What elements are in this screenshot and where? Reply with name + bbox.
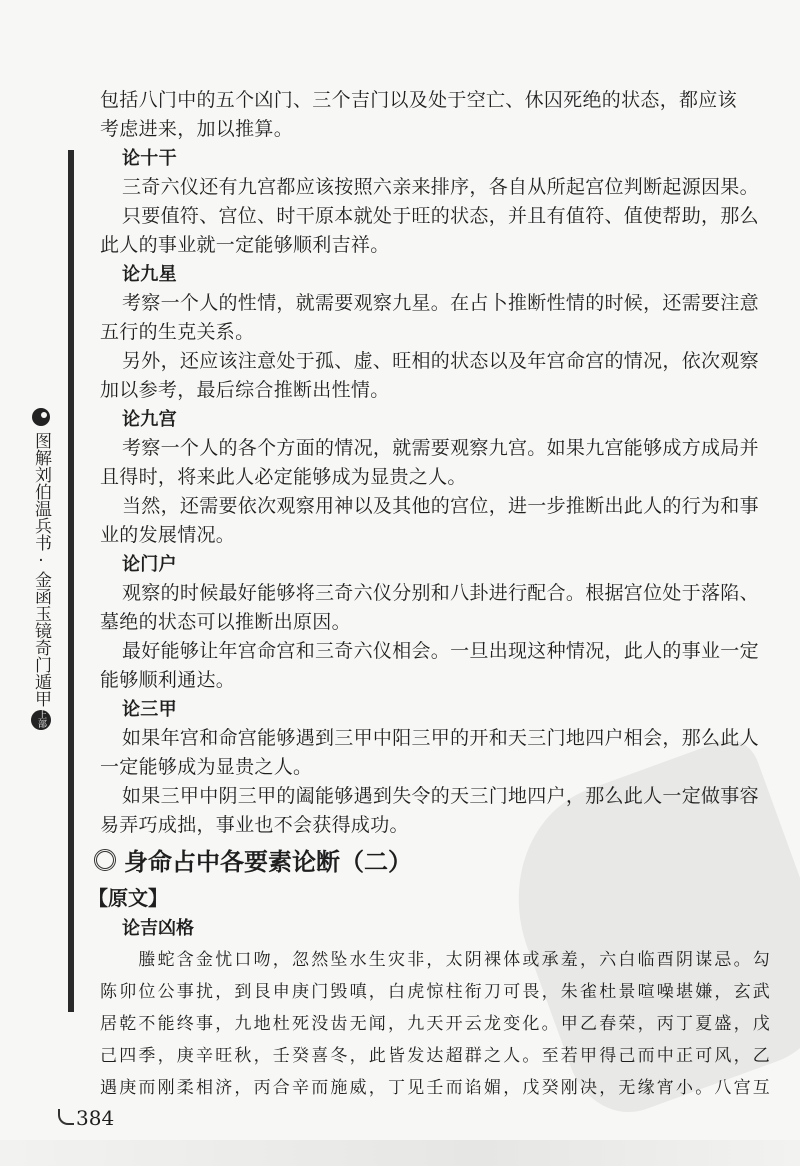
- running-title: [28, 408, 54, 730]
- paragraph-line: 且得时，将来此人必定能够成为显贵之人。: [100, 466, 467, 488]
- paragraph-line: 如果三甲中阴三甲的阖能够遇到失令的天三门地四户，那么此人一定做事容: [122, 785, 759, 807]
- subheading: 论三甲: [122, 699, 177, 720]
- subheading: 论门户: [122, 554, 177, 575]
- paragraph-line: 当然，还需要依次观察用神以及其他的宫位，进一步推断出此人的行为和事: [122, 495, 759, 517]
- paragraph-line: 一定能够成为显贵之人。: [100, 756, 313, 778]
- page-number: 384: [58, 1106, 114, 1130]
- paragraph-line: 加以参考，最后综合推断出性情。: [100, 379, 390, 401]
- classical-line: 螣蛇含金忧口吻，忽然坠水生灾非，太阴裸体或承羞，六白临酉阴谋忌。勾: [100, 950, 772, 970]
- section-icon: [94, 849, 116, 871]
- paragraph-line: 观察的时候最好能够将三奇六仪分别和八卦进行配合。根据宫位处于落陷、: [122, 582, 759, 604]
- classical-line: 遇庚而刚柔相济，丙合辛而施威，丁见壬而谄媚，戊癸刚决，无缘宵小。八宫互: [100, 1078, 772, 1098]
- paragraph-line: 墓绝的状态可以推断出原因。: [100, 611, 351, 633]
- paragraph-line: 考虑进来，加以推算。: [100, 118, 294, 140]
- volume-badge: 上部: [31, 710, 51, 730]
- original-text-label: 【原文】: [88, 886, 168, 910]
- subheading: 论九星: [122, 264, 177, 285]
- body-text: [100, 86, 770, 840]
- swirl-icon: [58, 1109, 74, 1125]
- section-title: 身命占中各要素论断（二）: [124, 848, 412, 876]
- paragraph-line: 考察一个人的性情，就需要观察九星。在占卜推断性情的时候，还需要注意: [122, 292, 759, 314]
- paragraph-line: 五行的生克关系。: [100, 321, 255, 343]
- paragraph-line: 如果年宫和命宫能够遇到三甲中阳三甲的开和天三门地四户相会，那么此人: [122, 727, 759, 749]
- classical-heading: 论吉凶格: [122, 918, 194, 939]
- paragraph-line: 考察一个人的各个方面的情况，就需要观察九宫。如果九宫能够成方成局并: [122, 437, 759, 459]
- subheading: 论十干: [122, 148, 177, 169]
- paragraph-line: 三奇六仪还有九宫都应该按照六亲来排序，各自从所起宫位判断起源因果。: [122, 176, 759, 198]
- paragraph-line: 另外，还应该注意处于孤、虚、旺相的状态以及年宫命宫的情况，依次观察: [122, 350, 759, 372]
- paragraph-line: 包括八门中的五个凶门、三个吉门以及处于空亡、休囚死绝的状态，都应该: [100, 89, 737, 111]
- section-heading: [94, 842, 412, 877]
- subheading: 论九宫: [122, 409, 177, 430]
- classical-text: [100, 914, 780, 1104]
- scan-edge: [0, 1140, 800, 1166]
- paragraph-line: 能够顺利通达。: [100, 669, 236, 691]
- classical-line: 陈卯位公事扰，到艮申庚门毁嗔，白虎惊柱衔刀可畏，朱雀杜景喧噪堪嫌，玄武: [100, 982, 772, 1002]
- taiji-icon: [32, 408, 50, 426]
- margin-bar: [68, 150, 74, 1012]
- paragraph-line: 只要值符、宫位、时干原本就处于旺的状态，并且有值符、值使帮助，那么: [122, 205, 759, 227]
- classical-line: 居乾不能终事，九地杜死没齿无闻，九天开云龙变化。甲乙春荣，丙丁夏盛，戊: [100, 1014, 772, 1034]
- paragraph-line: 业的发展情况。: [100, 524, 236, 546]
- paragraph-line: 最好能够让年宫命宫和三奇六仪相会。一旦出现这种情况，此人的事业一定: [122, 640, 759, 662]
- paragraph-line: 此人的事业就一定能够顺利吉祥。: [100, 234, 390, 256]
- classical-line: 己四季，庚辛旺秋，壬癸喜冬，此皆发达超群之人。至若甲得己而中正可风，乙: [100, 1046, 772, 1066]
- book-title: 图解刘伯温兵书·金函玉镜奇门遁甲: [31, 432, 51, 707]
- paragraph-line: 易弄巧成拙，事业也不会获得成功。: [100, 814, 409, 836]
